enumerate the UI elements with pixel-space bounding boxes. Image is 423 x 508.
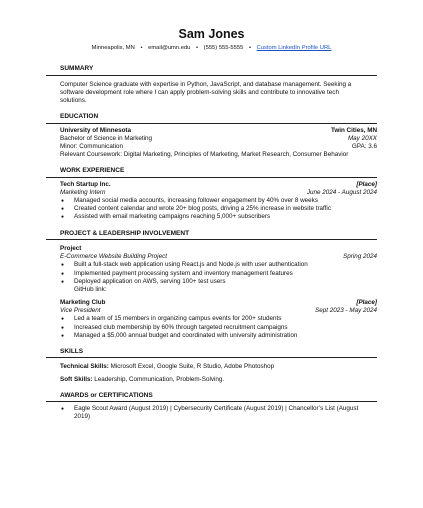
list-item: ● Implemented payment processing system and inventory management features	[60, 270, 377, 278]
club-org-row	[60, 299, 377, 307]
contact-line	[46, 45, 377, 53]
summary-heading: SUMMARY	[46, 65, 377, 75]
contact-email: email@umn.edu	[148, 44, 191, 51]
club-bullets	[60, 315, 377, 340]
education-degree-row	[60, 135, 377, 143]
job-role: Marketing Intern	[60, 188, 106, 196]
contact-location: Minneapolis, MN	[91, 44, 135, 51]
school-location: Twin Cities, MN	[330, 126, 377, 134]
degree: Bachelor of Science in Marketing	[60, 134, 153, 142]
soft-skills-label: Soft Skills:	[60, 375, 93, 383]
summary-text: Computer Science graduate with expertise in Python, JavaScript, and database management. Seeking a software development role where I can apply problem-solving skills and contribute to innovative tech solutions.	[60, 80, 352, 105]
experience-section	[46, 178, 377, 222]
job-dates: June 2024 - August 2024	[306, 188, 377, 196]
candidate-name: Sam Jones	[178, 27, 245, 41]
contact-separator: •	[248, 44, 251, 51]
technical-skills-line	[60, 363, 377, 371]
education-section	[46, 124, 377, 160]
education-heading: EDUCATION	[46, 113, 377, 123]
list-item: ● Assisted with email marketing campaigns reaching 5,000+ subscribers	[60, 213, 377, 221]
linkedin-link[interactable]: Custom LinkedIn Profile URL	[256, 44, 332, 51]
github-link-label: GitHub link:	[74, 285, 107, 293]
projects-heading: PROJECT & LEADERSHIP INVOLVEMENT	[46, 230, 377, 240]
club-role-row	[60, 307, 377, 315]
technical-skills: Microsoft Excel, Google Suite, R Studio, Adobe Photoshop	[110, 363, 275, 371]
contact-separator: •	[196, 44, 199, 51]
school-name: University of Minnesota	[60, 126, 132, 134]
contact-separator: •	[140, 44, 143, 51]
project-name-row	[60, 253, 377, 261]
soft-skills-line	[60, 376, 377, 384]
education-minor-row	[60, 143, 377, 151]
project-date: Spring 2024	[343, 253, 377, 261]
graduation-date: May 20XX	[347, 134, 377, 142]
job-org-row	[60, 181, 377, 189]
experience-heading: WORK EXPERIENCE	[46, 167, 377, 177]
gpa: GPA: 3.6	[351, 143, 377, 151]
skills-section	[46, 358, 377, 383]
awards-section	[46, 402, 377, 421]
list-item: ● Built a full-stack web application using React.js and Node.js with user authentication	[60, 261, 377, 269]
list-item: ● Created content calendar and wrote 20+ blog posts, driving a 25% increase in website traffic	[60, 205, 377, 213]
list-item: ● Deployed application on AWS, serving 100+ test users	[60, 278, 377, 286]
list-item: ● Managed social media accounts, increasing follower engagement by 40% over 8 weeks	[60, 197, 377, 205]
list-item: ● Increased club membership by 60% through targeted recruitment campaigns	[60, 324, 377, 332]
club-org: Marketing Club	[60, 299, 106, 307]
soft-skills: Leadership, Communication, Problem-Solving.	[94, 375, 225, 383]
skills-heading: SKILLS	[46, 348, 377, 358]
club-place: [Place]	[356, 299, 377, 307]
contact-phone: (555) 555-5555	[203, 44, 244, 51]
summary-section	[46, 76, 377, 106]
education-school-row	[60, 127, 377, 135]
awards-bullets	[60, 405, 377, 421]
job-role-row	[60, 189, 377, 197]
technical-skills-label: Technical Skills:	[60, 363, 109, 371]
club-role: Vice President	[60, 307, 101, 315]
resume-header	[46, 28, 377, 52]
coursework: Relevant Coursework: Digital Marketing, Principles of Marketing, Market Research, Consumer Behavior	[60, 151, 349, 159]
project-entry	[60, 245, 377, 294]
list-item: ● Managed a $5,000 annual budget and coordinated with university administration	[60, 332, 377, 340]
job-org: Tech Startup Inc.	[60, 180, 111, 188]
job-bullets	[60, 197, 377, 222]
project-name: E-Commerce Website Building Project	[60, 253, 167, 261]
minor: Minor: Communication	[60, 143, 123, 151]
list-item: ● Eagle Scout Award (August 2019) | Cybersecurity Certificate (August 2019) | Chancellor’s List (August 2019)	[60, 405, 377, 421]
club-dates: Sept 2023 - May 2024	[315, 307, 377, 315]
club-entry	[60, 299, 377, 340]
job-place: [Place]	[356, 180, 377, 188]
projects-section	[46, 240, 377, 340]
project-bullets	[60, 261, 377, 286]
awards-heading: AWARDS or CERTIFICATIONS	[46, 392, 377, 402]
project-heading: Project	[60, 245, 82, 253]
list-item: ● Led a team of 15 members in organizing campus events for 200+ students	[60, 315, 377, 323]
